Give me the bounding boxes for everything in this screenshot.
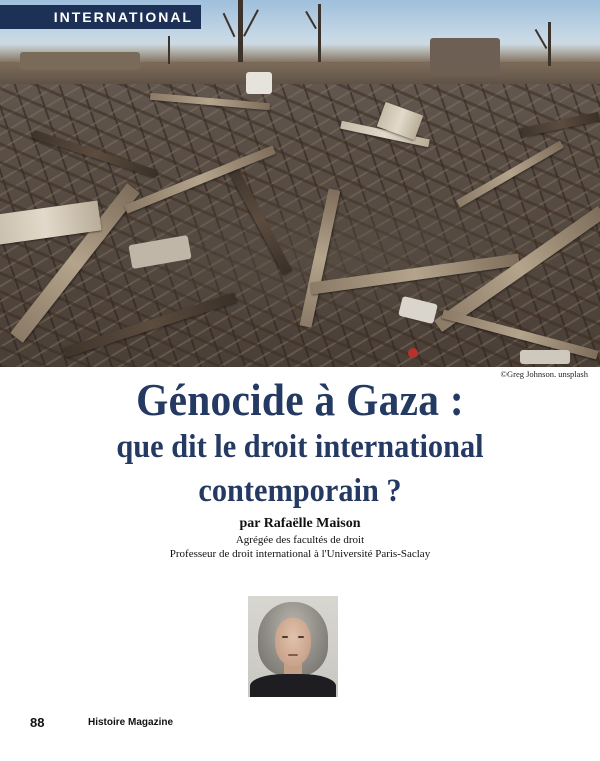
ruined-house xyxy=(430,38,500,76)
ruined-house xyxy=(20,52,140,70)
hero-photo xyxy=(0,0,600,367)
portrait-face xyxy=(275,618,311,666)
portrait-shoulders xyxy=(250,674,336,697)
debris-plank xyxy=(227,165,292,276)
author-byline: par Rafaëlle Maison xyxy=(239,516,361,531)
tree-trunk xyxy=(238,0,243,62)
article-title-line-2: que dit le droit international xyxy=(116,429,484,465)
debris-plank xyxy=(456,141,564,208)
debris-sheet xyxy=(520,350,570,364)
debris-plank xyxy=(150,93,270,110)
author-affiliation-1: Agrégée des facultés de droit xyxy=(235,534,365,546)
author-affiliation-2: Professeur de droit international à l'Université Paris-Saclay xyxy=(169,548,431,560)
page-number: 88 xyxy=(30,715,45,730)
portrait-mouth xyxy=(288,654,298,656)
debris-plank xyxy=(63,292,237,357)
portrait-eye xyxy=(282,636,288,638)
debris-sheet xyxy=(128,235,191,269)
magazine-name: Histoire Magazine xyxy=(88,717,174,728)
debris-red-object xyxy=(408,348,418,358)
photo-credit: ©Greg Johnson. unsplash xyxy=(500,369,588,379)
debris-sheet xyxy=(398,296,438,324)
debris-plank xyxy=(32,130,158,178)
debris-plank xyxy=(520,112,600,137)
tree-trunk xyxy=(548,22,551,66)
tree-trunk xyxy=(168,36,170,64)
article-title-line-3: contemporain ? xyxy=(198,473,402,509)
article-title-line-1: Génocide à Gaza : xyxy=(136,375,464,425)
author-portrait xyxy=(248,596,338,697)
section-tag: INTERNATIONAL xyxy=(0,5,201,29)
debris-white xyxy=(246,72,272,94)
tree-trunk xyxy=(318,4,321,62)
debris-plank xyxy=(300,188,341,327)
portrait-eye xyxy=(298,636,304,638)
